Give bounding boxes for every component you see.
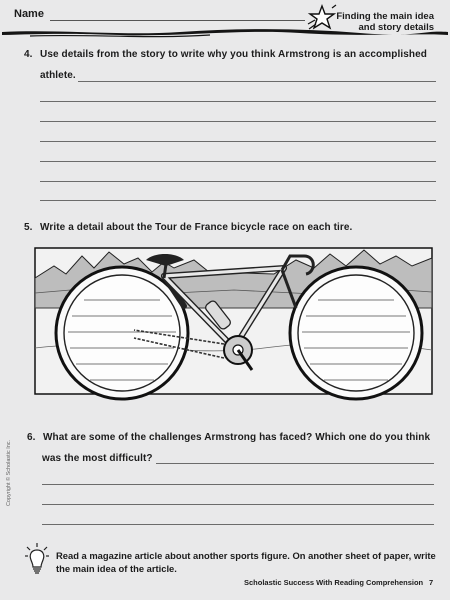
header-title-line2: and story details	[358, 22, 434, 33]
page-number: 7	[429, 578, 434, 587]
lightbulb-icon	[24, 542, 50, 576]
star-icon	[306, 4, 338, 32]
question-6-text: What are some of the challenges Armstrong has faced? Which one do you think	[43, 432, 431, 443]
question-5-text: Write a detail about the Tour de France bicycle race on each tire.	[40, 222, 353, 233]
answer-line[interactable]	[40, 121, 436, 122]
question-5	[24, 222, 352, 233]
footer-tip-line1: Read a magazine article about another sports figure. On another sheet of paper, write	[56, 550, 436, 561]
question-6-number: 6.	[27, 432, 36, 443]
footer-tip-line2: the main idea of the article.	[56, 563, 177, 574]
answer-line[interactable]	[40, 200, 436, 201]
answer-line[interactable]	[78, 81, 436, 82]
bicycle-illustration	[34, 238, 434, 408]
question-5-number: 5.	[24, 222, 33, 233]
question-4-line2: athlete.	[40, 70, 76, 81]
answer-line[interactable]	[42, 484, 434, 485]
copyright-notice: Copyright © Scholastic Inc.	[6, 439, 13, 507]
answer-line[interactable]	[42, 524, 434, 525]
question-4-text: Use details from the story to write why you think Armstrong is an accomplished	[40, 49, 427, 60]
question-6-line1	[27, 432, 430, 443]
answer-line[interactable]	[156, 463, 434, 464]
answer-line[interactable]	[40, 141, 436, 142]
footer-tip	[56, 549, 436, 575]
question-4-line1	[24, 49, 427, 60]
answer-line[interactable]	[40, 101, 436, 102]
answer-line[interactable]	[42, 504, 434, 505]
answer-line[interactable]	[40, 161, 436, 162]
header-title-line1: Finding the main idea	[336, 11, 434, 22]
book-title: Scholastic Success With Reading Comprehension	[244, 578, 424, 587]
answer-line[interactable]	[40, 181, 436, 182]
question-4-number: 4.	[24, 49, 33, 60]
name-field-line[interactable]	[50, 20, 305, 21]
question-6-line2: was the most difficult?	[42, 453, 153, 464]
name-label: Name	[14, 8, 44, 20]
header-title	[336, 11, 434, 33]
